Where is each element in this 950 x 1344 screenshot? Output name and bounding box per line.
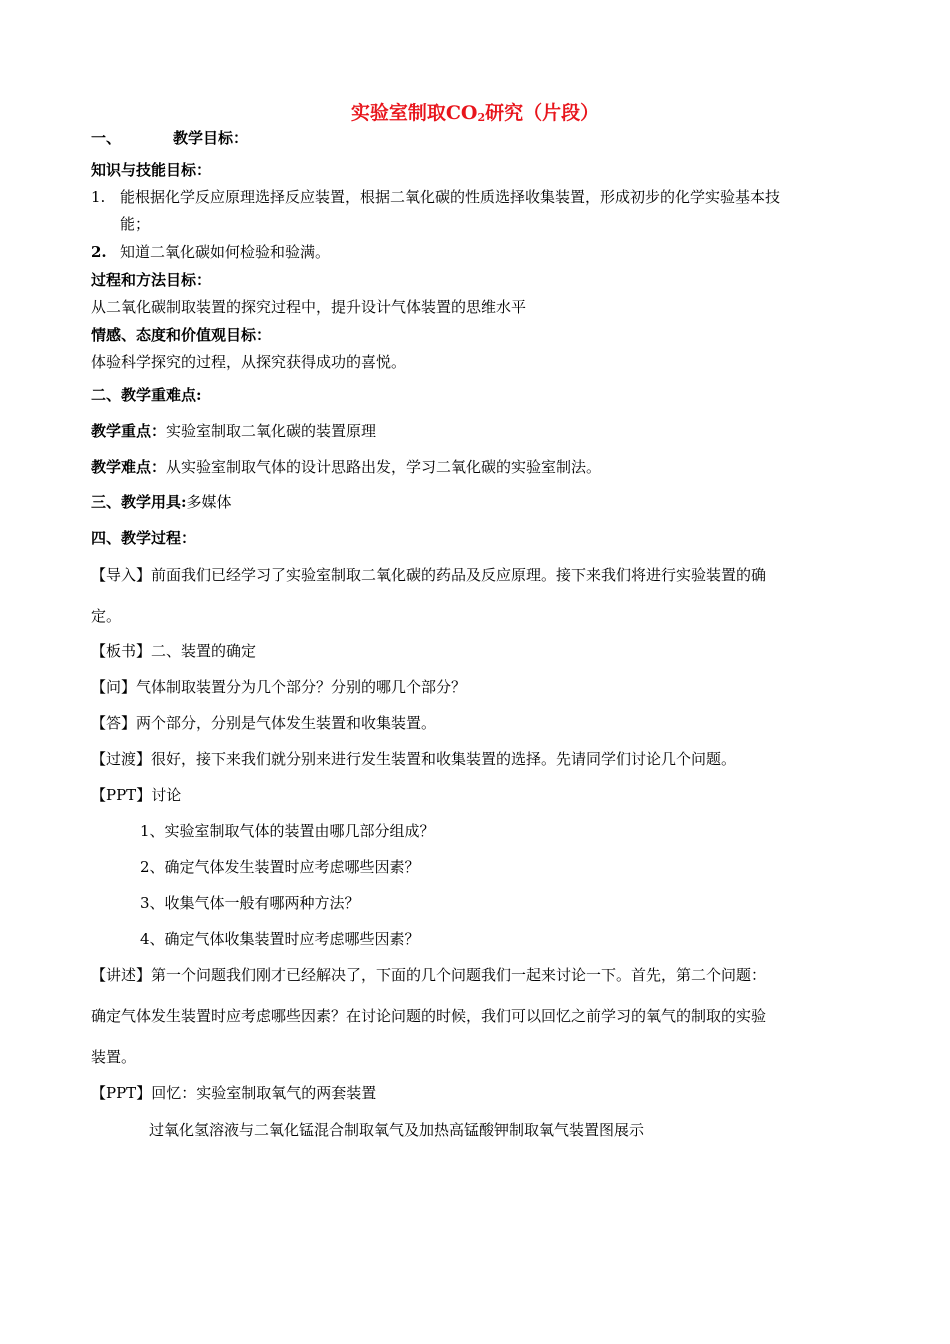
section-number: 一、 [91, 129, 122, 147]
section-teaching-process: 四、教学过程： [91, 529, 197, 547]
section-label: 三、教学用具: [91, 493, 187, 511]
transition: 【过渡】很好，接下来我们就分别来进行发生装置和收集装置的选择。先请同学们讨论几个问题。 [91, 750, 737, 768]
key-point [91, 421, 376, 441]
question: 【问】气体制取装置分为几个部分？分别的哪几个部分？ [91, 678, 467, 696]
item-number: 2. [91, 243, 107, 261]
key-point-text: 实验室制取二氧化碳的装置原理 [166, 422, 377, 440]
board-note: 【板书】二、装置的确定 [91, 642, 257, 660]
section-label: 教学目标： [173, 129, 249, 147]
page-title: 实验室制取$CO_2$研究（片段） [350, 102, 600, 124]
lecture-line-1: 【讲述】第一个问题我们刚才已经解决了，下面的几个问题我们一起来讨论一下。首先，第二个问题： [91, 966, 767, 984]
difficult-point-text: 从实验室制取气体的设计思路出发，学习二氧化碳的实验室制法。 [166, 458, 602, 476]
answer: 【答】两个部分，分别是气体发生装置和收集装置。 [91, 714, 437, 732]
discuss-item-2: 2、确定气体发生装置时应考虑哪些因素？ [140, 858, 420, 876]
key-point-label: 教学重点： [91, 422, 167, 440]
difficult-point [91, 457, 601, 477]
section-teaching-tools [91, 492, 232, 512]
discuss-item-1: 1、实验室制取气体的装置由哪几部分组成？ [140, 822, 435, 840]
process-text: 从二氧化碳制取装置的探究过程中，提升设计气体装置的思维水平 [91, 298, 527, 316]
teaching-tools-text: 多媒体 [186, 493, 232, 511]
emotion-text: 体验科学探究的过程，从探究获得成功的喜悦。 [91, 353, 407, 371]
intro-line-1: 【导入】前面我们已经学习了实验室制取二氧化碳的药品及反应原理。接下来我们将进行实验装置的确 [91, 566, 767, 584]
emotion-heading: 情感、态度和价值观目标： [91, 326, 272, 344]
knowledge-item-1-continuation: 能； [120, 215, 151, 233]
ppt-recall-text: 过氧化氢溶液与二氧化锰混合制取氧气及加热高锰酸钾制取氧气装置图展示 [149, 1121, 645, 1139]
knowledge-item-2 [91, 242, 330, 262]
discuss-item-3: 3、收集气体一般有哪两种方法？ [140, 894, 360, 912]
ppt-recall-label: 【PPT】回忆：实验室制取氧气的两套装置 [91, 1084, 377, 1102]
item-text: 能根据化学反应原理选择反应装置，根据二氧化碳的性质选择收集装置，形成初步的化学实验基本技 [120, 188, 781, 206]
knowledge-heading: 知识与技能目标： [91, 161, 212, 179]
process-heading: 过程和方法目标： [91, 271, 212, 289]
knowledge-item-1 [91, 187, 780, 207]
lecture-line-2: 确定气体发生装置时应考虑哪些因素？在讨论问题的时候，我们可以回忆之前学习的氧气的制取的实验 [91, 1007, 767, 1025]
section-teaching-objectives [91, 128, 248, 148]
intro-line-2: 定。 [91, 607, 122, 625]
item-number: 1. [91, 188, 106, 206]
discuss-item-4: 4、确定气体收集装置时应考虑哪些因素？ [140, 930, 420, 948]
difficult-point-label: 教学难点： [91, 458, 167, 476]
section-key-difficult-points: 二、教学重难点: [91, 386, 202, 404]
ppt-discuss-label: 【PPT】讨论 [91, 786, 182, 804]
lecture-line-3: 装置。 [91, 1048, 137, 1066]
item-text: 知道二氧化碳如何检验和验满。 [120, 243, 331, 261]
